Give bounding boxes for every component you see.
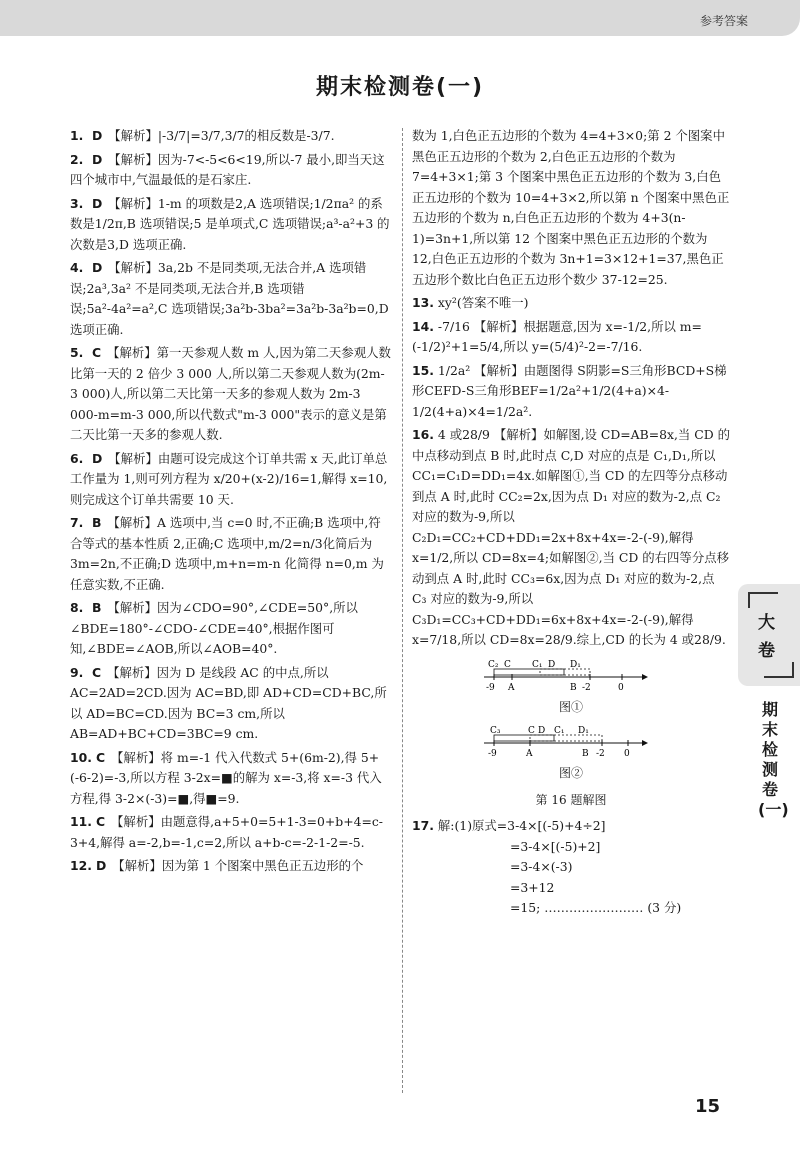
question-8: 8. B 【解析】因为∠CDO=90°,∠CDE=50°,所以∠BDE=180°-∠CDO-∠CDE=40°,根据作图可知,∠BDE=∠AOB,所以∠AOB=40°. bbox=[70, 600, 358, 656]
question-14: 14. -7/16 【解析】根据题意,因为 x=-1/2,所以 m=(-1/2)²+1=5/4,所以 y=(5/4)²-2=-7/16. bbox=[412, 318, 702, 354]
label-b-2: B bbox=[582, 749, 589, 759]
top-header-bar bbox=[0, 0, 800, 36]
page-number: 15 bbox=[694, 1096, 720, 1117]
page-title: 期末检测卷(一) bbox=[315, 75, 485, 100]
label-c: C bbox=[504, 659, 511, 670]
left-column bbox=[70, 126, 392, 880]
figure-1-caption: 图① bbox=[558, 699, 583, 714]
question-7: 7. B 【解析】A 选项中,当 c=0 时,不正确;B 选项中,符合等式的基本性质 2,正确;C 选项中,m/2=n/3化简后为 3m=2n,不正确;D 选项中,m+n=m-n 化简得 n=0,m 为任意实数,不正确. bbox=[70, 515, 384, 592]
label-c-2: C bbox=[528, 726, 535, 736]
label-c1: C₁ bbox=[532, 659, 543, 670]
tick-neg2-2: -2 bbox=[596, 749, 605, 759]
question-6: 6. D 【解析】由题可设完成这个订单共需 x 天,此订单总工作量为 1,则可列方程为 x/20+(x-2)/16=1,解得 x=10,则完成这个订单共需要 10 天. bbox=[70, 450, 388, 507]
vertical-title: 期末检测卷(一) bbox=[758, 700, 789, 819]
figure-1 bbox=[482, 657, 730, 693]
figure-title: 第 16 题解图 bbox=[535, 792, 607, 807]
column-divider bbox=[402, 128, 403, 1093]
tick-neg2: -2 bbox=[582, 682, 591, 693]
figure-2 bbox=[482, 723, 730, 759]
bracket-bottom bbox=[764, 662, 794, 678]
tick-zero-2: 0 bbox=[624, 749, 630, 759]
label-a: A bbox=[508, 682, 515, 693]
label-d: D bbox=[548, 659, 556, 670]
q17-step-4: =15; …………………… (3 分) bbox=[510, 900, 682, 915]
question-2: 2. D 【解析】因为-7<-5<6<19,所以-7 最小,即当天这四个城市中,气温最低的是石家庄. bbox=[70, 151, 385, 187]
question-9: 9. C 【解析】因为 D 是线段 AC 的中点,所以 AC=2AD=2CD.因为 AC=BD,即 AD+CD=CD+BC,所以 AD=BC=CD.因为 BC=3 cm,所以 AB=AD+BC+CD=3BC=9 cm. bbox=[70, 664, 387, 741]
side-tab-line2: 卷 bbox=[758, 641, 775, 661]
question-12-continued: 数为 1,白色正五边形的个数为 4=4+3×0;第 2 个图案中黑色正五边形的个数为 2,白色正五边形的个数为 7=4+3×1;第 3 个图案中黑色正五边形的个数为 3,白色正五边形的个数为 10=4+3×2,所以第 n 个图案中黑色正五边形的个数为 n,白色正五边形的个数为 4+3(n-1)=3n+1,所以第 12 个图案中黑色正五边形的个数为 12,白色正五边形的个数为 3n+1=3×12+1=37,黑色正五边形个数比白色正五边形个数少 37-12=25. bbox=[412, 128, 730, 287]
label-d-2: D bbox=[538, 726, 546, 736]
tick-zero: 0 bbox=[618, 682, 624, 693]
header-label: 参考答案 bbox=[699, 14, 748, 28]
number-line-figure-2 bbox=[482, 723, 652, 759]
bracket-top bbox=[748, 592, 778, 608]
question-16: 16. 4 或28/9 【解析】如解图,设 CD=AB=8x,当 CD 的中点移动到点 B 时,此时点 C,D 对应的点是 C₁,D₁,所以 CC₁=C₁D=DD₁=4x.如解图①,当 CD 的左四等分点移动到点 A 时,此时 CC₂=2x,因为点 D₁ 对应的数为-2,点 C₂ 对应的数为-9,所以 C₂D₁=CC₂+CD+DD₁=2x+8x+4x=-2-(-9),解得 x=1/2,所以 CD=8x=4;如解图②,当 CD 的右四等分点移动到点 A 时,此时 CC₃=6x,因为点 D₁ 对应的数为-2,点 C₃ 对应的数为-9,所以 C₃D₁=CC₃+CD+DD₁=6x+8x+4x=-2-(-9),解得 x=7/18,所以 CD=8x=28/9.综上,CD 的长为 4 或28/9. bbox=[412, 427, 730, 647]
q17-step-2: =3-4×(-3) bbox=[510, 859, 573, 874]
label-c2: C₂ bbox=[488, 659, 499, 670]
question-10: 10. C 【解析】将 m=-1 代入代数式 5+(6m-2),得 5+(-6-2)=-3,所以方程 3-2x=■的解为 x=-3,将 x=-3 代入方程,得 3-2×(-3)=■,得■=9. bbox=[70, 749, 382, 806]
q17-step-3: =3+12 bbox=[510, 879, 555, 895]
right-column bbox=[412, 126, 730, 922]
q17-step-1: =3-4×[(-5)+2] bbox=[510, 838, 601, 854]
label-c1-2: C₁ bbox=[554, 726, 565, 736]
tick-neg9: -9 bbox=[486, 682, 495, 693]
label-b: B bbox=[570, 682, 577, 693]
question-15: 15. 1/2a² 【解析】由题图得 S阴影=S三角形BCD+S梯形CEFD-S三角形BEF=1/2a²+1/2(4+a)×4-1/2(4+a)×4=1/2a². bbox=[412, 362, 727, 419]
question-13: 13. xy²(答案不唯一) bbox=[412, 295, 529, 310]
label-a-2: A bbox=[526, 749, 533, 759]
side-tab bbox=[738, 584, 800, 686]
question-17: 17. 解:(1)原式=3-4×[(-5)+4÷2] =3-4×[(-5)+2] =3-4×(-3) =3+12 =15; …………………… (3 分) bbox=[412, 816, 730, 919]
label-d1-2: D₁ bbox=[578, 726, 589, 736]
question-11: 11. C 【解析】由题意得,a+5+0=5+1-3=0+b+4=c-3+4,解得 a=-2,b=-1,c=2,所以 a+b-c=-2-1-2=-5. bbox=[70, 814, 383, 850]
figure-2-caption: 图② bbox=[558, 766, 583, 780]
number-line-figure-1 bbox=[482, 657, 652, 693]
question-12: 12. D 【解析】因为第 1 个图案中黑色正五边形的个 bbox=[70, 858, 364, 873]
question-1: 1. D 【解析】|-3/7|=3/7,3/7的相反数是-3/7. bbox=[70, 128, 335, 143]
label-c3: C₃ bbox=[490, 726, 501, 736]
question-5: 5. C 【解析】第一天参观人数 m 人,因为第二天参观人数比第一天的 2 倍少 3 000 人,所以第二天参观人数为(2m-3 000)人,所以第二天比第一天多的参观人数为 2m-3 000-m=m-3 000,所以代数式"m-3 000"表示的意义是第二天比第一天多的参观人数. bbox=[70, 345, 391, 442]
label-d1: D₁ bbox=[570, 659, 581, 670]
question-4: 4. D 【解析】3a,2b 不是同类项,无法合并,A 选项错误;2a³,3a² 不是同类项,无法合并,B 选项错误;5a²-4a²=a²,C 选项错误;3a²b-3ba²=3a²b-3a²b=0,D 选项正确. bbox=[70, 260, 389, 337]
question-3: 3. D 【解析】1-m 的项数是2,A 选项错误;1/2πa² 的系数是1/2π,B 选项错误;5 是单项式,C 选项错误;a³-a²+3 的次数是3,D 选项正确. bbox=[70, 195, 390, 252]
tick-neg9-2: -9 bbox=[488, 749, 497, 759]
side-tab-line1: 大 bbox=[758, 613, 775, 633]
